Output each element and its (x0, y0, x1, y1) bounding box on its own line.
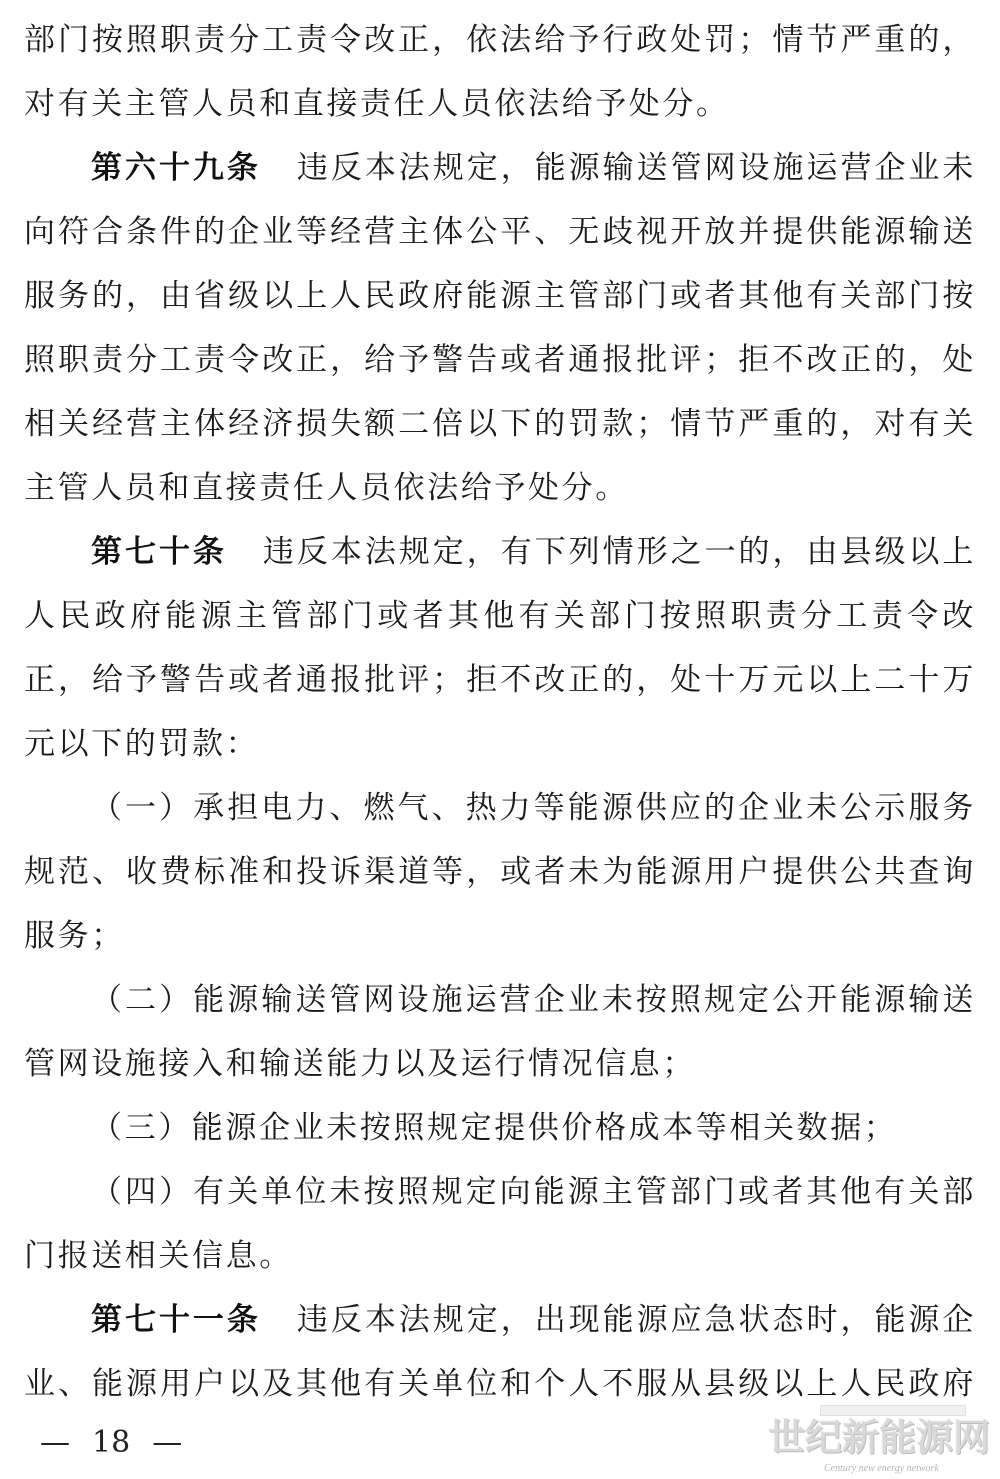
text-line: 管网设施接入和输送能力以及运行情况信息； (24, 1046, 696, 1082)
text-line: 元以下的罚款： (24, 726, 260, 762)
page-number: 18 (92, 1425, 131, 1460)
text-line: （二）能源输送管网设施运营企业未按照规定公开能源输送 (91, 982, 976, 1018)
paragraph-item-1 (24, 776, 976, 968)
text-line: 主管人员和直接责任人员依法给予处分。 (24, 470, 629, 506)
article-text: 违反本法规定，有下列情形之一的，由县级以上 (262, 534, 976, 570)
paragraph-continuation (24, 8, 976, 136)
text-line: 照职责分工责令改正，给予警告或者通报批评；拒不改正的，处 (24, 342, 976, 378)
watermark-name-en: Century new energy network (824, 1463, 939, 1474)
article-heading: 第七十一条 (91, 1302, 261, 1338)
text-line (24, 520, 976, 584)
paragraph-item-4 (24, 1160, 976, 1288)
footer-dash-left: — (40, 1425, 70, 1460)
text-line: 规范、收费标准和投诉渠道等，或者未为能源用户提供公共查询 (24, 854, 976, 890)
paragraph-article-70 (24, 520, 976, 776)
text-line: 正，给予警告或者通报批评；拒不改正的，处十万元以上二十万 (24, 662, 976, 698)
paragraph-item-2 (24, 968, 976, 1096)
text-line (24, 1288, 976, 1352)
footer-dash-right: — (152, 1425, 183, 1460)
text-line: （三）能源企业未按照规定提供价格成本等相关数据； (91, 1110, 898, 1146)
text-line: 向符合条件的企业等经营主体公平、无歧视开放并提供能源输送 (24, 214, 976, 250)
text-line: 服务； (24, 918, 125, 954)
page-footer (40, 1424, 182, 1462)
watermark-name-cn: 世纪新能源网 (768, 1415, 990, 1459)
text-line: 人民政府能源主管部门或者其他有关部门按照职责分工责令改 (24, 598, 976, 634)
watermark-logo (768, 1400, 994, 1478)
text-line: 相关经营主体经济损失额二倍以下的罚款；情节严重的，对有关 (24, 406, 976, 442)
text-line: 服务的，由省级以上人民政府能源主管部门或者其他有关部门按 (24, 278, 976, 314)
text-line: 部门按照职责分工责令改正，依法给予行政处罚；情节严重的， (24, 22, 976, 58)
text-line (24, 136, 976, 200)
article-text: 违反本法规定，能源输送管网设施运营企业未 (296, 150, 976, 186)
paragraph-article-71 (24, 1288, 976, 1416)
document-body (24, 8, 976, 1416)
article-heading: 第六十九条 (91, 150, 261, 186)
paragraph-item-3 (24, 1096, 976, 1160)
paragraph-article-69 (24, 136, 976, 520)
article-heading: 第七十条 (91, 534, 227, 570)
text-line: （一）承担电力、燃气、热力等能源供应的企业未公示服务 (91, 790, 976, 826)
article-text: 违反本法规定，出现能源应急状态时，能源企 (296, 1302, 976, 1338)
text-line: 门报送相关信息。 (24, 1238, 293, 1274)
text-line: 对有关主管人员和直接责任人员依法给予处分。 (24, 86, 730, 122)
text-line: 业、能源用户以及其他有关单位和个人不服从县级以上人民政府 (24, 1366, 976, 1402)
text-line: （四）有关单位未按照规定向能源主管部门或者其他有关部 (91, 1174, 976, 1210)
